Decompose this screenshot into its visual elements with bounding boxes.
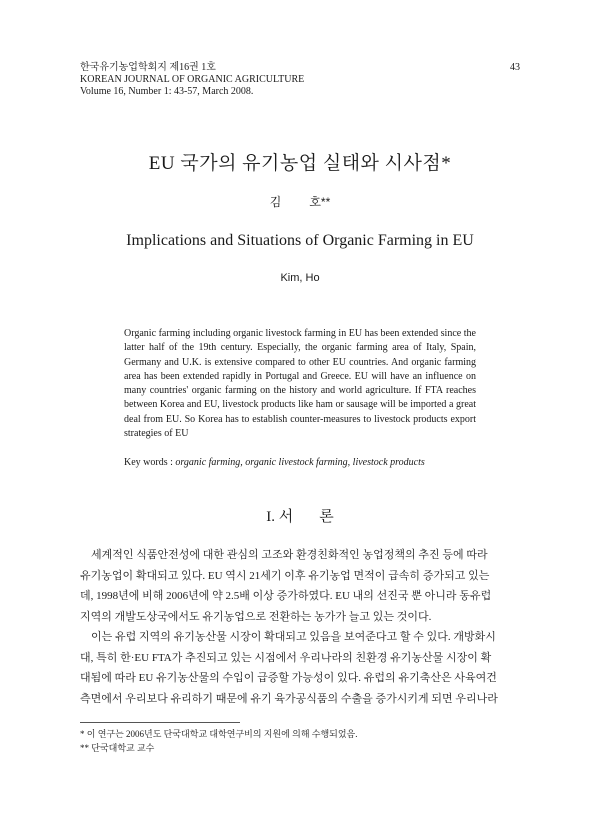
keywords-value: organic farming, organic livestock farming, livestock products bbox=[175, 457, 425, 468]
author-korean bbox=[0, 193, 600, 210]
journal-name-en: KOREAN JOURNAL OF ORGANIC AGRICULTURE bbox=[80, 74, 305, 85]
title-english: Implications and Situations of Organic Farming in EU bbox=[126, 232, 474, 249]
author-given: 김 bbox=[269, 195, 282, 209]
keywords bbox=[124, 457, 484, 468]
journal-header bbox=[80, 62, 304, 98]
body-line: 이는 유럽 지역의 유기농산물 시장이 확대되고 있음을 보여준다고 할 수 있다. 개방화시 bbox=[91, 631, 496, 643]
author-family: 호 bbox=[309, 195, 321, 209]
body-line: 데, 1998년에 비해 2006년에 약 2.5배 이상 증가하였다. EU 내의 선진국 뿐 아니라 동유럽 bbox=[80, 590, 492, 602]
author-english: Kim, Ho bbox=[280, 272, 320, 284]
body-line: 지역의 개발도상국에서도 유기농업으로 전환하는 농가가 늘고 있는 것이다. bbox=[80, 610, 432, 623]
body-line: 유기농업이 확대되고 있다. EU 역시 21세기 이후 유기농업 면적이 급속히 증가되고 있는 bbox=[80, 569, 490, 582]
footnote-1: * 이 연구는 2006년도 단국대학교 대학연구비의 지원에 의해 수행되었음. bbox=[80, 729, 358, 739]
paragraph-2 bbox=[80, 627, 520, 709]
paragraph-1 bbox=[80, 545, 520, 627]
section-number: I. 서 bbox=[266, 509, 294, 525]
footnote-divider bbox=[80, 722, 240, 723]
body-line: 대, 특히 한·EU FTA가 추진되고 있는 시점에서 우리나라의 친환경 유기농산물 시장이 확 bbox=[80, 651, 492, 664]
title-korean: EU 국가의 유기농업 실태와 시사점* bbox=[148, 153, 452, 174]
abstract: Organic farming including organic livestock farming in EU has been extended since the latter half of the 19th century. Especially, the organic farming area of Italy, Spain, Germany and U.K. is extensive compared to other EU countries. And organic farming area has been extended rapidly in Portugal and Greece. EU will have an influence on many countries' organic farming on the history and world agriculture. If FTA reaches between Korea and EU, livestock products like ham or sausage will be imported a great deal from EU. So Korea has to establish counter-measures to livestock products export strategies of EU bbox=[124, 328, 476, 440]
section-title: 론 bbox=[319, 509, 334, 525]
journal-name-ko: 한국유기농업학회지 제16권 1호 bbox=[80, 62, 216, 73]
journal-volume: Volume 16, Number 1: 43-57, March 2008. bbox=[80, 86, 254, 97]
author-footnote-mark: ** bbox=[320, 195, 331, 209]
page-number: 43 bbox=[510, 62, 520, 73]
section-heading bbox=[0, 505, 600, 526]
body-line: 대됨에 따라 EU 유기농산물의 수입이 급증할 가능성이 있다. 유럽의 유기축산은 사육여건 bbox=[80, 672, 497, 684]
body-line: 세계적인 식품안전성에 대한 관심의 고조와 환경친화적인 농업정책의 추진 등에 따라 bbox=[91, 549, 488, 561]
body-line: 측면에서 우리보다 유리하기 때문에 유기 육가공식품의 수출을 증가시키게 되면 우리나라 bbox=[80, 692, 498, 705]
footnote-2: ** 단국대학교 교수 bbox=[80, 743, 155, 753]
body-text bbox=[80, 545, 520, 709]
footnotes bbox=[80, 727, 358, 755]
keywords-label: Key words : bbox=[124, 457, 173, 468]
